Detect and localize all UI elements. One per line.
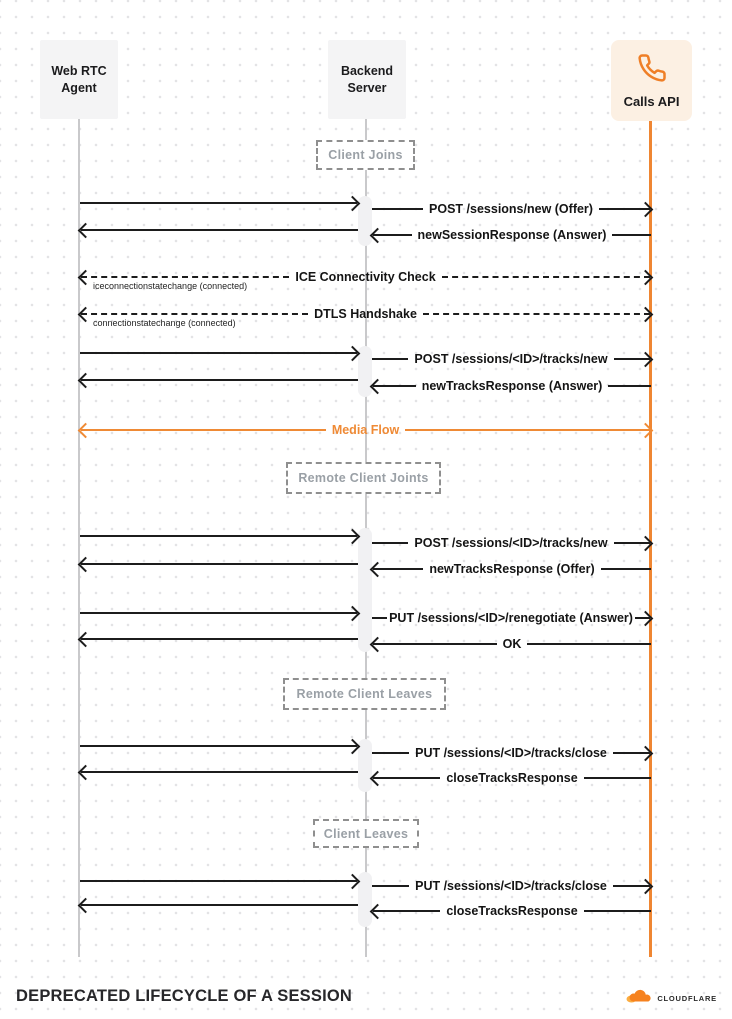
line xyxy=(81,563,358,565)
actor-backend-server xyxy=(328,40,406,119)
cloudflare-wordmark: CLOUDFLARE xyxy=(657,994,717,1003)
line xyxy=(81,379,358,381)
actor-web-rtc-agent xyxy=(40,40,118,119)
line xyxy=(80,202,357,204)
actor-label: Backend Server xyxy=(340,63,394,95)
message-put-tracks-close xyxy=(372,873,651,899)
arrowhead-left-icon xyxy=(78,372,94,388)
message-put-tracks-close xyxy=(372,740,651,766)
arrowhead-left-icon xyxy=(78,631,94,647)
message-label: POST /sessions/<ID>/tracks/new xyxy=(414,536,608,550)
line xyxy=(372,617,387,619)
group-client-leaves xyxy=(313,819,419,848)
cloudflare-logo-icon xyxy=(626,989,653,1008)
line xyxy=(584,777,651,779)
group-label: Client Joins xyxy=(328,148,403,162)
message-line-left xyxy=(80,626,358,652)
message-label: PUT /sessions/<ID>/tracks/close xyxy=(415,879,607,893)
message-new-tracks-response-offer xyxy=(372,556,651,582)
line xyxy=(584,910,651,912)
message-line-left xyxy=(80,217,358,243)
line xyxy=(373,643,497,645)
arrowhead-right-icon xyxy=(345,738,361,754)
event-note: iceconnectionstatechange (connected) xyxy=(93,281,248,291)
line xyxy=(80,612,357,614)
phone-icon xyxy=(637,53,667,88)
line xyxy=(81,313,308,315)
arrowhead-left-icon xyxy=(78,269,94,285)
line xyxy=(372,542,408,544)
message-post-tracks-new xyxy=(372,346,651,372)
message-line-left xyxy=(80,892,358,918)
message-put-renegotiate xyxy=(372,605,651,631)
line xyxy=(81,276,289,278)
line xyxy=(372,208,423,210)
arrowhead-left-icon xyxy=(78,764,94,780)
message-new-session-response xyxy=(372,222,651,248)
message-label: POST /sessions/<ID>/tracks/new xyxy=(414,352,608,366)
line xyxy=(81,638,358,640)
arrowhead-right-icon xyxy=(345,528,361,544)
arrowhead-right-icon xyxy=(638,610,654,626)
actor-label: Web RTC Agent xyxy=(51,63,107,95)
line xyxy=(81,904,358,906)
arrowhead-right-icon xyxy=(638,306,654,322)
message-label: PUT /sessions/<ID>/renegotiate (Answer) xyxy=(389,611,633,625)
line xyxy=(81,429,326,431)
arrowhead-left-icon xyxy=(78,306,94,322)
arrowhead-right-icon xyxy=(638,422,654,438)
line xyxy=(80,535,357,537)
line xyxy=(601,568,651,570)
message-post-tracks-new xyxy=(372,530,651,556)
line xyxy=(405,429,650,431)
message-label: newTracksResponse (Offer) xyxy=(429,562,595,576)
message-line-left xyxy=(80,600,358,626)
line xyxy=(80,352,357,354)
activation-bar xyxy=(358,739,372,792)
message-label: PUT /sessions/<ID>/tracks/close xyxy=(415,746,607,760)
actor-label: Calls API xyxy=(623,93,680,109)
group-client-joins xyxy=(316,140,415,170)
message-line-left xyxy=(80,367,358,393)
arrowhead-right-icon xyxy=(345,345,361,361)
event-note: connectionstatechange (connected) xyxy=(93,318,236,328)
message-post-sessions-new xyxy=(372,196,651,222)
line xyxy=(372,358,408,360)
arrowhead-right-icon xyxy=(638,535,654,551)
message-label: Media Flow xyxy=(331,423,400,437)
line xyxy=(80,880,357,882)
message-line-left xyxy=(80,759,358,785)
group-label: Client Leaves xyxy=(323,826,409,841)
line xyxy=(442,276,650,278)
message-label: DTLS Handshake xyxy=(314,307,417,321)
message-media-flow xyxy=(80,417,651,443)
arrowhead-left-icon xyxy=(370,378,386,394)
message-label: ICE Connectivity Check xyxy=(295,270,436,284)
arrowhead-left-icon xyxy=(370,561,386,577)
arrowhead-left-icon xyxy=(78,897,94,913)
arrowhead-right-icon xyxy=(638,878,654,894)
activation-bar xyxy=(358,528,372,652)
message-ok xyxy=(372,631,651,657)
line xyxy=(423,313,650,315)
message-close-tracks-response xyxy=(372,765,651,791)
line xyxy=(80,745,357,747)
arrowhead-left-icon xyxy=(370,770,386,786)
arrowhead-right-icon xyxy=(345,605,361,621)
arrowhead-right-icon xyxy=(638,745,654,761)
line xyxy=(372,885,409,887)
arrowhead-left-icon xyxy=(370,227,386,243)
cloudflare-brand xyxy=(626,989,717,1008)
line xyxy=(372,752,409,754)
message-label: POST /sessions/new (Offer) xyxy=(429,202,593,216)
group-label: Remote Client Leaves xyxy=(296,687,433,701)
message-label: OK xyxy=(502,637,522,651)
arrowhead-right-icon xyxy=(345,873,361,889)
line xyxy=(81,771,358,773)
line xyxy=(608,385,651,387)
message-label: closeTracksResponse xyxy=(446,904,578,918)
arrowhead-left-icon xyxy=(78,556,94,572)
arrowhead-left-icon xyxy=(370,636,386,652)
group-remote-client-joints xyxy=(286,462,441,494)
message-line-left xyxy=(80,340,358,366)
arrowhead-left-icon xyxy=(370,903,386,919)
message-close-tracks-response xyxy=(372,898,651,924)
activation-bar xyxy=(358,872,372,927)
message-line-left xyxy=(80,523,358,549)
message-line-left xyxy=(80,551,358,577)
group-label: Remote Client Joints xyxy=(298,471,429,485)
arrowhead-right-icon xyxy=(345,195,361,211)
message-line-left xyxy=(80,190,358,216)
message-line-left xyxy=(80,868,358,894)
arrowhead-left-icon xyxy=(78,422,94,438)
arrowhead-right-icon xyxy=(638,201,654,217)
line xyxy=(612,234,651,236)
message-label: newSessionResponse (Answer) xyxy=(417,228,607,242)
message-line-left xyxy=(80,733,358,759)
page-title: DEPRECATED LIFECYCLE OF A SESSION xyxy=(16,987,353,1005)
message-label: closeTracksResponse xyxy=(446,771,578,785)
group-remote-client-leaves xyxy=(283,678,446,710)
actor-calls-api xyxy=(611,40,692,121)
line xyxy=(81,229,358,231)
arrowhead-left-icon xyxy=(78,222,94,238)
arrowhead-right-icon xyxy=(638,269,654,285)
line xyxy=(527,643,651,645)
message-label: newTracksResponse (Answer) xyxy=(421,379,603,393)
message-new-tracks-response-answer xyxy=(372,373,651,399)
arrowhead-right-icon xyxy=(638,351,654,367)
